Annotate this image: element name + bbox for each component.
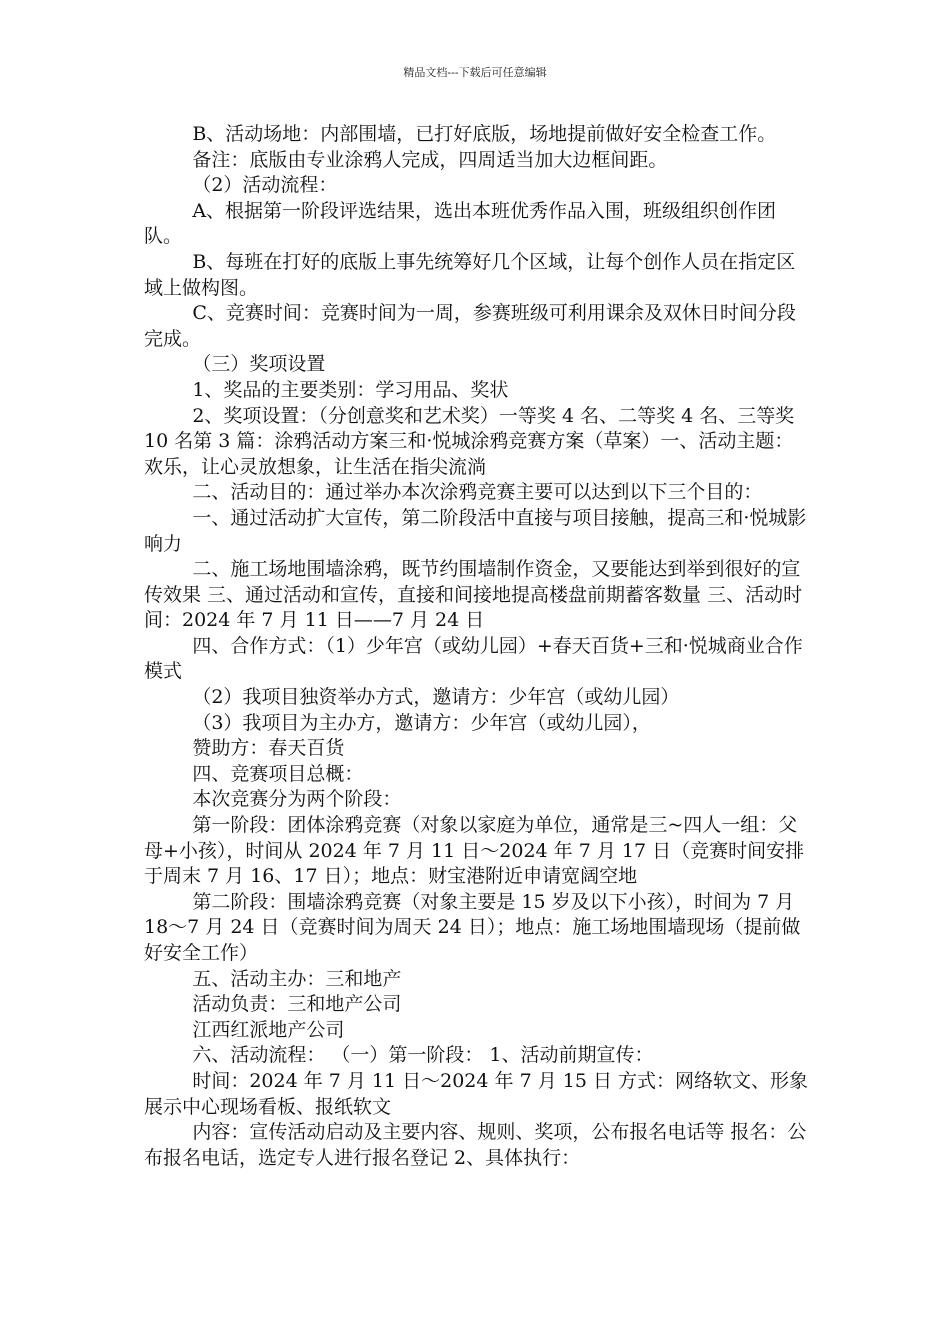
page-header: 精品文档---下载后可任意编辑 (403, 66, 547, 79)
paragraph-responsible: 活动负责：三和地产公司 (144, 993, 402, 1016)
paragraph-sponsor: 赞助方：春天百货 (144, 737, 345, 760)
paragraph-purpose-1: 一、通过活动扩大宣传，第二阶段活中直接与项目接触，提高三和·悦城影响力 (144, 506, 807, 555)
paragraph-two-stages: 本次竞赛分为两个阶段： (144, 788, 402, 811)
paragraph-awards-heading: （三）奖项设置 (144, 353, 326, 376)
paragraph-process-b: B、每班在打好的底版上事先统筹好几个区域，让每个创作人员在指定区域上做构图。 (144, 250, 796, 299)
document-body (144, 122, 808, 1171)
paragraph-venue: B、活动场地：内部围墙，已打好底版，场地提前做好安全检查工作。 (144, 123, 777, 145)
paragraph-process-c: C、竞赛时间：竞赛时间为一周，参赛班级可利用课余及双休日时间分段完成。 (144, 302, 796, 350)
paragraph-purpose: 二、活动目的：通过举办本次涂鸦竞赛主要可以达到以下三个目的： (144, 481, 763, 504)
paragraph-cooperation-3: （3）我项目为主办方，邀请方：少年宫（或幼儿园）， (144, 711, 651, 734)
paragraph-organizer: 五、活动主办：三和地产 (144, 967, 402, 990)
paragraph-flow-time: 时间：2024 年 7 月 11 日～2024 年 7 月 15 日 方式：网络软文、形象展示中心现场看板、报纸软文 (144, 1069, 808, 1118)
paragraph-stage-1: 第一阶段：团体涂鸦竞赛（对象以家庭为单位，通常是三~四人一组：父母+小孩），时间从 2024 年 7 月 11 日～2024 年 7 月 17 日（竞赛时间安排于周末 7 月 16、17 日）；地点：财宝港附近申请宽阔空地 (144, 814, 805, 888)
paragraph-prize-types: 1、奖品的主要类别：学习用品、奖状 (144, 378, 509, 401)
paragraph-flow-content: 内容：宣传活动启动及主要内容、规则、奖项，公布报名电话等 报名：公布报名电话，选定专人进行报名登记 2、具体执行： (144, 1121, 807, 1169)
paragraph-overview-heading: 四、竞赛项目总概： (144, 762, 364, 785)
paragraph-cooperation-2: （2）我项目独资举办方式，邀请方：少年宫（或幼儿园） (144, 686, 680, 709)
paragraph-note: 备注：底版由专业涂鸦人完成，四周适当加大边框间距。 (144, 148, 668, 171)
paragraph-purpose-2: 二、施工场地围墙涂鸦，既节约围墙制作资金，又要能达到举到很好的宣传效果 三、通过活动和宣传，直接和间接地提高楼盘前期蓄客数量 三、活动时间：2024 年 7 月 11 日——7 月 24 日 (144, 558, 803, 632)
paragraph-stage-2: 第二阶段：围墙涂鸦竞赛（对象主要是 15 岁及以下小孩），时间为 7 月 18～7 月 24 日（竞赛时间为周天 24 日）；地点：施工场地围墙现场（提前做好安全工作） (144, 890, 801, 964)
paragraph-flow-heading: 六、活动流程： （一）第一阶段： 1、活动前期宣传： (144, 1044, 654, 1067)
paragraph-cooperation: 四、合作方式：（1）少年宫（或幼儿园）+春天百货+三和·悦城商业合作模式 (144, 634, 803, 683)
paragraph-award-settings: 2、奖项设置：（分创意奖和艺术奖）一等奖 4 名、二等奖 4 名、三等奖 10 名第 3 篇：涂鸦活动方案三和·悦城涂鸦竞赛方案（草案）一、活动主题：欢乐，让心灵放想象，让生活在指尖流淌 (144, 404, 795, 478)
paragraph-process-heading: （2）活动流程： (144, 174, 338, 197)
paragraph-company: 江西红派地产公司 (144, 1018, 345, 1041)
paragraph-process-a: A、根据第一阶段评选结果，选出本班优秀作品入围，班级组织创作团队。 (144, 199, 777, 248)
